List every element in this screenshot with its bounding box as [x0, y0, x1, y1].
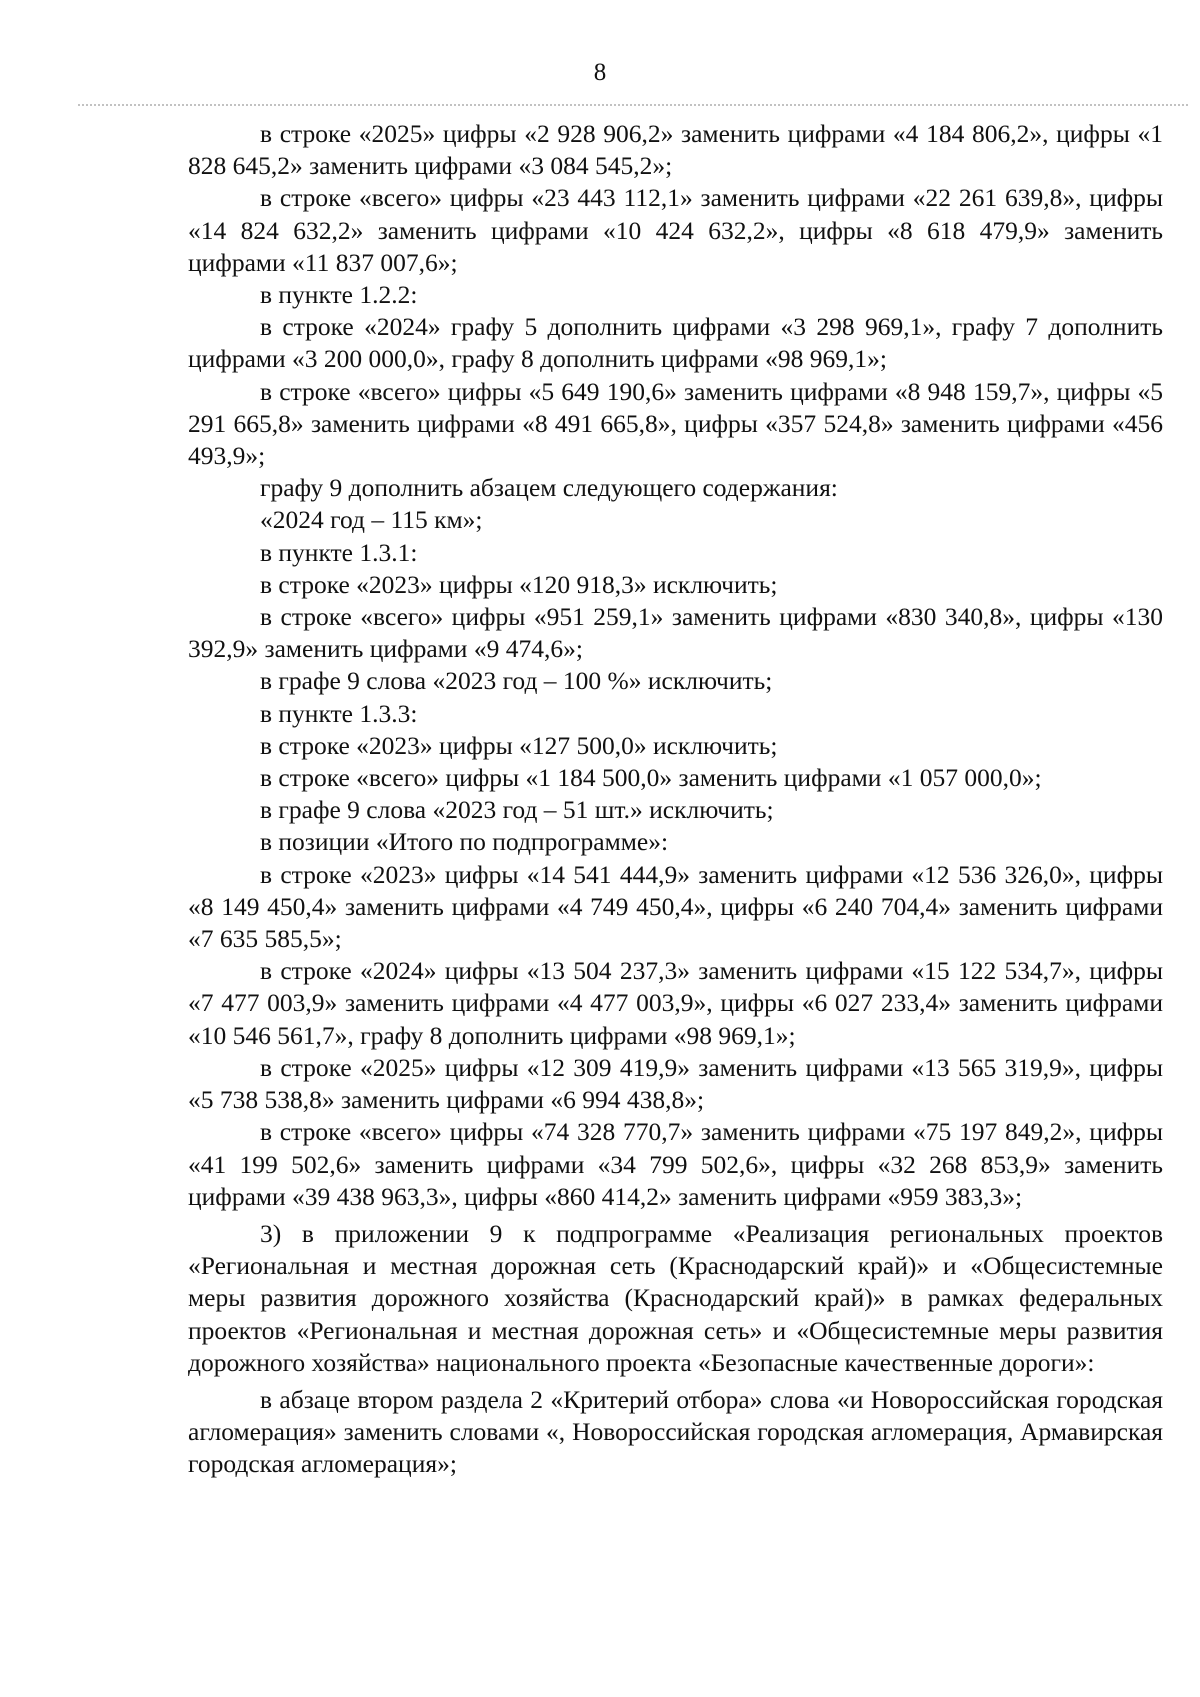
paragraph: в строке «всего» цифры «5 649 190,6» заменить цифрами «8 948 159,7», цифры «5 291 665,8» заменить цифрами «8 491 665,8», цифры «357 524,8» заменить цифрами «456 493,9»;	[188, 376, 1163, 471]
paragraph: «2024 год – 115 км»;	[260, 505, 483, 535]
paragraph: в строке «2023» цифры «14 541 444,9» заменить цифрами «12 536 326,0», цифры «8 149 450,4» заменить цифрами «4 749 450,4», цифры «6 240 704,4» заменить цифрами «7 635 585,5»;	[188, 859, 1163, 954]
paragraph: в графе 9 слова «2023 год – 51 шт.» исключить;	[260, 795, 774, 825]
paragraph: в строке «2024» цифры «13 504 237,3» заменить цифрами «15 122 534,7», цифры «7 477 003,9» заменить цифрами «4 477 003,9», цифры «6 027 233,4» заменить цифрами «10 546 561,7», графу 8 дополнить цифрами «98 969,1»;	[188, 956, 1163, 1050]
paragraph: в строке «2023» цифры «127 500,0» исключить;	[260, 730, 778, 760]
paragraph: в строке «всего» цифры «951 259,1» заменить цифрами «830 340,8», цифры «130 392,9» заменить цифрами «9 474,6»;	[188, 602, 1163, 664]
document-body	[188, 118, 1163, 1481]
paragraph: в строке «2025» цифры «12 309 419,9» заменить цифрами «13 565 319,9», цифры «5 738 538,8» заменить цифрами «6 994 438,8»;	[188, 1052, 1163, 1115]
paragraph: графу 9 дополнить абзацем следующего содержания:	[260, 473, 838, 503]
paragraph: в графе 9 слова «2023 год – 100 %» исключить;	[260, 666, 773, 696]
paragraph: в позиции «Итого по подпрограмме»:	[260, 827, 669, 857]
paragraph: в строке «2025» цифры «2 928 906,2» заменить цифрами «4 184 806,2», цифры «1 828 645,2» заменить цифрами «3 084 545,2»;	[188, 119, 1163, 181]
paragraph: в строке «всего» цифры «1 184 500,0» заменить цифрами «1 057 000,0»;	[260, 763, 1042, 793]
paragraph: в пункте 1.2.2:	[260, 280, 418, 310]
paragraph: в абзаце втором раздела 2 «Критерий отбора» слова «и Новороссийская городская агломерация» заменить словами «, Новороссийская городская агломерация, Армавирская городская агломерация»;	[188, 1384, 1163, 1479]
paragraph: в строке «всего» цифры «23 443 112,1» заменить цифрами «22 261 639,8», цифры «14 824 632,2» заменить цифрами «10 424 632,2», цифры «8 618 479,9» заменить цифрами «11 837 007,6»;	[188, 183, 1163, 277]
scan-artifact-line	[78, 104, 1188, 106]
paragraph: в строке «всего» цифры «74 328 770,7» заменить цифрами «75 197 849,2», цифры «41 199 502,6» заменить цифрами «34 799 502,6», цифры «32 268 853,9» заменить цифрами «39 438 963,3», цифры «860 414,2» заменить цифрами «959 383,3»;	[188, 1117, 1163, 1211]
paragraph: в пункте 1.3.3:	[260, 698, 418, 728]
paragraph: в пункте 1.3.1:	[260, 537, 418, 567]
paragraph: в строке «2024» графу 5 дополнить цифрами «3 298 969,1», графу 7 дополнить цифрами «3 200 000,0», графу 8 дополнить цифрами «98 969,1»;	[188, 312, 1163, 374]
paragraph: в строке «2023» цифры «120 918,3» исключить;	[260, 569, 778, 599]
paragraph: 3) в приложении 9 к подпрограмме «Реализация региональных проектов «Региональная и местная дорожная сеть (Краснодарский край)» и «Общесистемные меры развития дорожного хозяйства (Краснодарский край)» в рамках федеральных проектов «Региональная и местная дорожная сеть» и «Общесистемные меры развития дорожного хозяйства» национального проекта «Безопасные качественные дороги»:	[188, 1218, 1163, 1377]
page-number: 8	[593, 59, 607, 86]
